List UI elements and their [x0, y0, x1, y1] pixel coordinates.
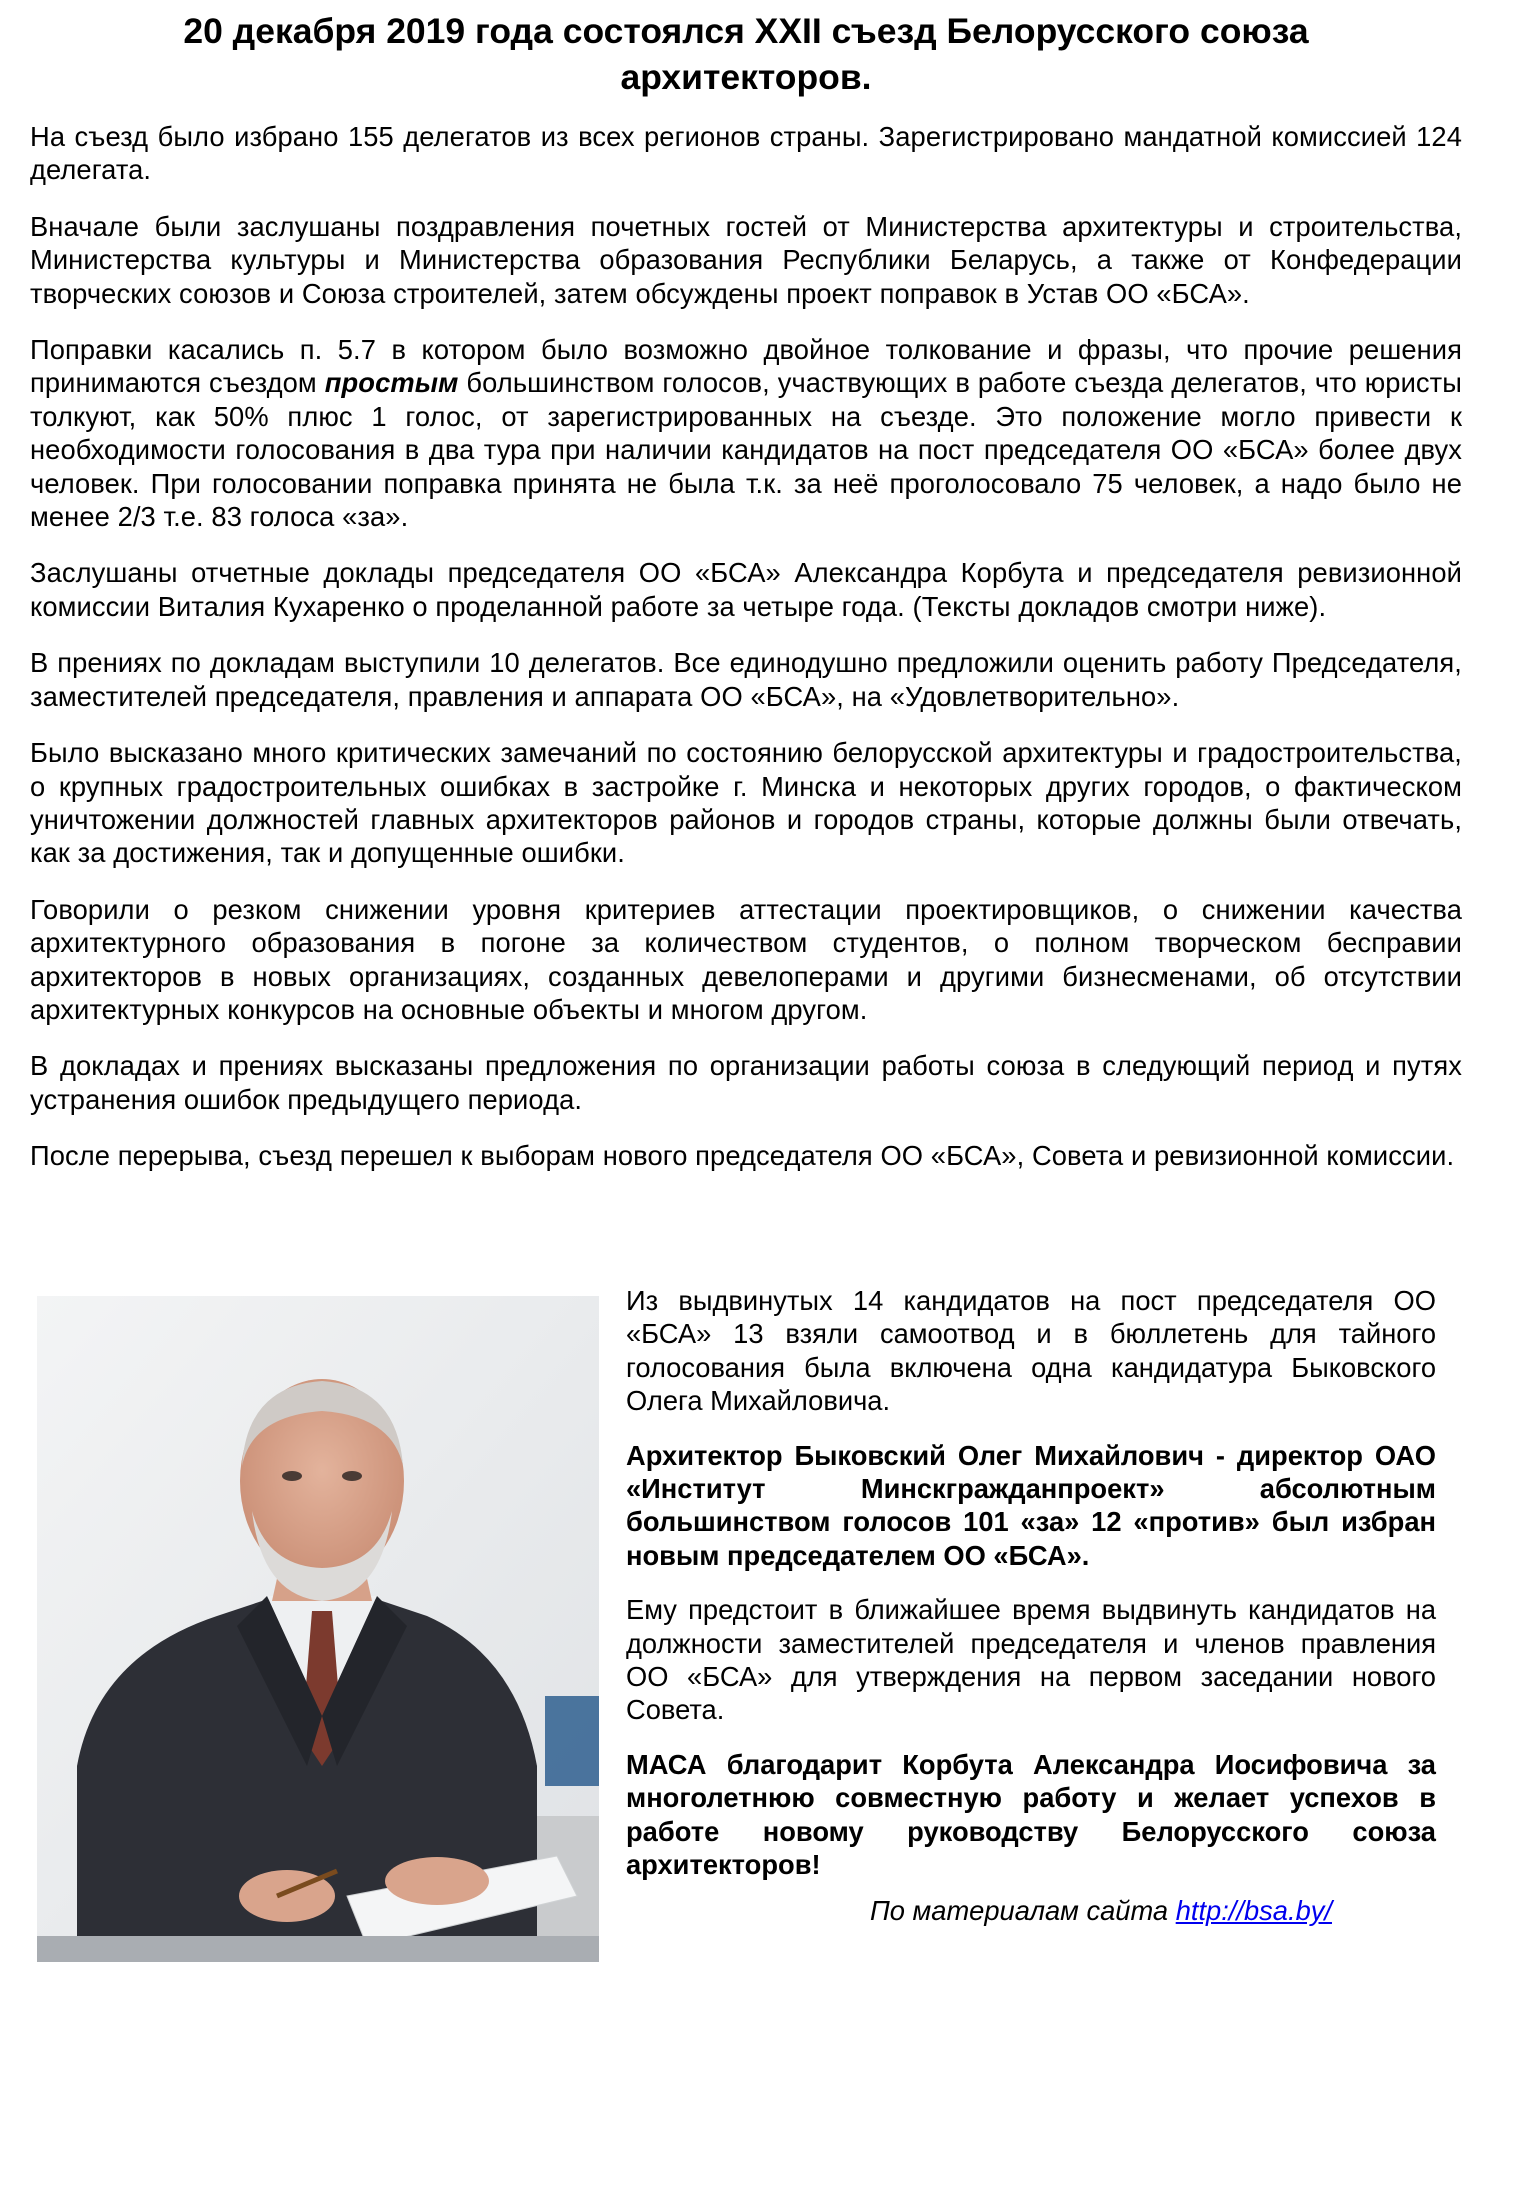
- paragraph-amendments-part-1: Поправки касались п. 5.7 в котором было возможно двойное толкование и фразы, что прочие решения принимаются съездом: [30, 334, 1462, 399]
- paragraph-delegates: На съезд было избрано 155 делегатов из всех регионов страны. Зарегистрировано мандатной комиссией 124 делегата.: [30, 121, 1462, 186]
- article-title: 20 декабря 2019 года состоялся XXII съезд Белорусского союза архитекторов.: [183, 11, 1309, 97]
- paragraph-gratitude: МАСА благодарит Корбута Александра Иосифовича за многолетнюю совместную работу и желает успехов в работе новому руководству Белорусского союза архитекторов!: [626, 1748, 1436, 1881]
- paragraph-certification: Говорили о резком снижении уровня критериев аттестации проектировщиков, о снижении качества архитектурного образования в погоне за количеством студентов, о полном творческом бесправии архитекторов в новых организациях, созданных девелоперами и другими бизнесменами, об отсутствии архитектурных конкурсов на основные объекты и многом другом.: [30, 893, 1462, 1025]
- paragraph-elections: После перерыва, съезд перешел к выборам нового председателя ОО «БСА», Совета и ревизионной комиссии.: [30, 1140, 1455, 1172]
- paragraph-reports: Заслушаны отчетные доклады председателя ОО «БСА» Александра Корбута и председателя ревизионной комиссии Виталия Кухаренко о проделанной работе за четыре года. (Тексты докладов смотри ниже).: [30, 557, 1462, 622]
- paragraph-debates: В прениях по докладам выступили 10 делегатов. Все единодушно предложили оценить работу Председателя, заместителей председателя, правления и аппарата ОО «БСА», на «Удовлетворительно».: [30, 647, 1462, 712]
- paragraph-candidates: Из выдвинутых 14 кандидатов на пост председателя ОО «БСА» 13 взяли самоотвод и в бюллетень для тайного голосования была включена одна кандидатура Быковского Олега Михайловича.: [626, 1285, 1436, 1417]
- paragraph-proposals: В докладах и прениях высказаны предложения по организации работы союза в следующий период и путях устранения ошибок предыдущего периода.: [30, 1050, 1462, 1115]
- paragraph-amendments-part-2: большинством голосов, участвующих в работе съезда делегатов, что юристы толкуют, как 50% плюс 1 голос, от зарегистрированных на съезде. Это положение могло привести к необходимости голосования в два тура при наличии кандидатов на пост председателя ОО «БСА» более двух человек. При голосовании поправка принята не была т.к. за неё проголосовало 75 человек, а надо было не менее 2/3 т.е. 83 голоса «за».: [30, 367, 1462, 533]
- source-link[interactable]: http://bsa.by/: [1175, 1895, 1332, 1926]
- paragraph-elected-chairman: Архитектор Быковский Олег Михайлович - директор ОАО «Институт Минскгражданпроект» абсолютным большинством голосов 101 «за» 12 «против» был избран новым председателем ОО «БСА».: [626, 1439, 1436, 1571]
- paragraph-next-steps: Ему предстоит в ближайшее время выдвинуть кандидатов на должности заместителей председателя и членов правления ОО «БСА» для утверждения на первом заседании нового Совета.: [626, 1594, 1436, 1726]
- paragraph-greetings: Вначале были заслушаны поздравления почетных гостей от Министерства архитектуры и строительства, Министерства культуры и Министерства образования Республики Беларусь, а также от Конфедерации творческих союзов и Союза строителей, затем обсуждены проект поправок в Устав ОО «БСА».: [30, 210, 1462, 309]
- article-body: [30, 120, 1462, 1196]
- chairman-portrait-photo: [37, 1296, 599, 1962]
- paragraph-criticism: Было высказано много критических замечаний по состоянию белорусской архитектуры и градостроительства, о крупных градостроительных ошибках в застройке г. Минска и некоторых других городов, о фактическом уничтожении должностей главных архитекторов районов и городов страны, которые должны были отвечать, как за достижения, так и допущенные ошибки.: [30, 737, 1462, 869]
- paragraph-amendments: [30, 333, 1462, 533]
- source-credit: [870, 1894, 1332, 1928]
- side-column: [626, 1284, 1436, 1903]
- source-label: По материалам сайта: [870, 1895, 1176, 1926]
- emphasis-simple: простым: [324, 367, 459, 399]
